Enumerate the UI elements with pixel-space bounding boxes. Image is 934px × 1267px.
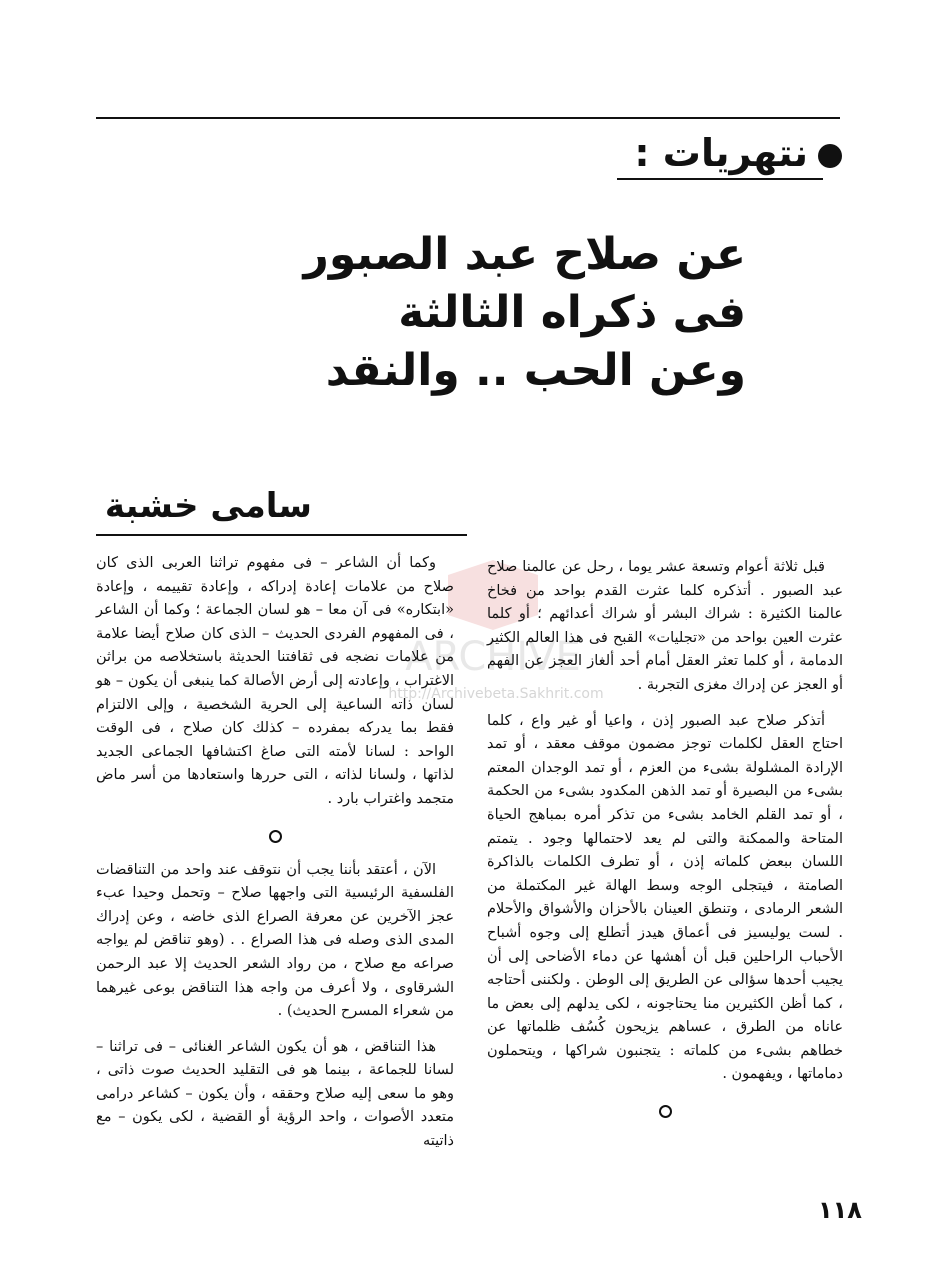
headline bbox=[303, 226, 746, 400]
top-rule bbox=[96, 117, 840, 119]
watermark-url: http://Archivebeta.Sakhrit.com bbox=[388, 686, 604, 702]
headline-line-3: وعن الحب .. والنقد bbox=[325, 345, 746, 396]
paragraph: وكما أن الشاعر – فى مفهوم تراثنا العربى الذى كان صلاح من علامات إعادة إدراكه ، وإعادة تقييمه ، وإعادة «ابتكاره» فى آن معا – هو لسان الجماعة ؛ وكما أن الشاعر ، فى المفهوم الفردى الحديث – الذى كان صلاح أيضا علامة من علامات نضجه فى ثقافتنا الحديثة باستخلاصه من براثن الاغتراب ، وإعادته إلى أرض الأصالة كما ينبغى أن يكون – هو لسان ذاته الساعية إلى الحرية الشخصية ، وإلى الالتزام فقط بما يدركه بمفرده – كذلك كان صلاح ، فى الوقت الواحد : لسانا لأمته التى صاغ اكتشافها الجماعى الجديد لذاتها ، ولسانا لذاته ، التى حررها واستعادها من أسر ماض متجمد واغتراب بارد . bbox=[96, 555, 454, 807]
headline-line-1: عن صلاح عبد الصبور bbox=[303, 229, 746, 280]
paragraph: أتذكر صلاح عبد الصبور إذن ، واعيا أو غير واع ، كلما احتاج العقل لكلمات توجز مضمون موقف معقد ، أو تمد الإرادة المشلولة بشىء من العزم ، أو تمد الوجدان المعتم بشىء من البصيرة أو تمد الذهن المكدود بشىء من الحكمة ، أو تمد القلم الخامد بشىء من تذكر أمره بمباهج الحياة المتاحة والممكنة والتى لم يعد لاحتمالها وجود . يتمتم اللسان ببعض كلماته إذن ، أو تطرف الكلمات بالذاكرة الصامتة ، فيتجلى الوجه وسط الهالة غير المكتملة من الشعر الرمادى ، وتنطق العينان بالأحزان والأشواق والأحلام . لست يوليسيز فى أعماق هيدز أتطلع إلى وجوه أشباح الأحباب الراحلين قبل أن أهشها عن دماء الأضاحى إلى أن يجيب أحدها سؤالى عن الطريق إلى الوطن . ولكننى أحتاجه ، كما أظن الكثيرين منا يحتاجونه ، لكى يدلهم إلى بعض ما عاناه من الطرق ، عساهم يزيحون كُسُف ظلماتها عن خطاهم بشىء من كلماته : يتجنبون شراكها ، ويتحملون دماماتها ، ويفهمون . bbox=[487, 712, 843, 1083]
page-number: ١١٨ bbox=[818, 1196, 862, 1224]
author-rule bbox=[96, 534, 467, 536]
bullet-dot-icon bbox=[818, 144, 842, 168]
watermark-word: ARCHIVE bbox=[405, 634, 581, 680]
author-name: سامى خشبة bbox=[104, 486, 312, 526]
section-label bbox=[634, 128, 842, 178]
paragraph: قبل ثلاثة أعوام وتسعة عشر يوما ، رحل عن عالمنا صلاح عبد الصبور . أتذكره كلما عثرت القدم بواحد من فخاخ عالمنا الكثيرة : شراك البشر أو شراك أعدائهم ؛ أو كلما عثرت العين بواحد من «تجليات» القبح فى هذا العالم الكثير الدمامة ، أو كلما تعثر العقل أمام أحد ألغاز العجز عن الفهم أو العجز عن إدراك مغزى التجربة . bbox=[487, 559, 843, 693]
section-break-circle-icon bbox=[269, 830, 282, 843]
paragraph: الآن ، أعتقد بأننا يجب أن نتوقف عند واحد من التناقضات الفلسفية الرئيسية التى واجهها صلاح – وتحمل وحيدا عبء عجز الآخرين عن معرفة الصراع الذى خاضه ، وعن إدراك المدى الذى وصله فى هذا الصراع . . (وهو تناقض لم يواجه صراعه مع صلاح ، من رواد الشعر الحديث إلا عبد الرحمن الشرقاوى ، ولا أعرف من واجه هذا التناقض بوعى غيرهما من شعراء المسرح الحديث) . bbox=[96, 861, 454, 1020]
article-column-left bbox=[96, 552, 454, 1166]
paragraph: هذا التناقض ، هو أن يكون الشاعر الغنائى – فى تراثنا – لسانا للجماعة ، بينما هو فى التقليد الحديث صوت ذاتى ، وهو ما سعى إليه صلاح وحققه ، وأن يكون – كشاعر درامى متعدد الأصوات ، واحد الرؤية أو القضية ، لكى يكون – مع ذاتيته bbox=[96, 1038, 454, 1150]
article-column-right bbox=[487, 556, 843, 1134]
section-label-text: نتهريات : bbox=[634, 131, 808, 175]
section-label-underline bbox=[617, 178, 823, 180]
section-break-circle-icon bbox=[659, 1105, 672, 1118]
headline-line-2: فى ذكراه الثالثة bbox=[398, 287, 746, 338]
